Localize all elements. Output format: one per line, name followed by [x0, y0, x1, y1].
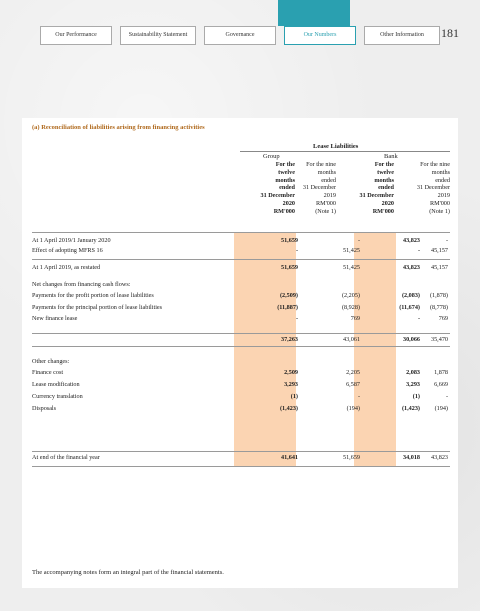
cell-group-2020: -: [295, 247, 298, 254]
cell-bank-2020: 3,293: [406, 381, 420, 388]
tab-our-performance[interactable]: Our Performance: [40, 26, 112, 45]
table-row: [32, 314, 450, 324]
cell-bank-2019: (8,778): [429, 304, 448, 311]
cell-group-2019: (194): [346, 405, 360, 412]
col-header-group-2020: For the twelve months ended 31 December 2020 RM'000: [260, 161, 295, 215]
cell-group-2019: 51,425: [342, 264, 360, 271]
cell-group-2020: (2,509): [279, 292, 298, 299]
table-row: [32, 303, 450, 313]
cell-bank-2020: 43,823: [402, 237, 420, 244]
row-label: Disposals: [32, 405, 57, 412]
table-row: [32, 236, 450, 246]
cell-bank-2019: -: [445, 393, 448, 400]
active-tab-flag: [278, 0, 350, 26]
cell-group-2019: -: [357, 237, 360, 244]
row-label: At 1 April 2019, as restated: [32, 264, 101, 271]
table-bottom-rule: [32, 466, 450, 467]
header-rule: [240, 151, 450, 152]
cell-group-2019: 51,425: [342, 247, 360, 254]
col-header-bank-2020: For the twelve months ended 31 December 2020 RM'000: [359, 161, 394, 215]
cell-group-2020: 37,263: [280, 336, 298, 343]
cell-bank-2019: (194): [434, 405, 448, 412]
table-rule: [32, 333, 450, 334]
col-header-group-2019: For the nine months ended 31 December 2019 RM'000 (Note 1): [302, 161, 336, 215]
cell-bank-2019: 6,669: [434, 381, 448, 388]
cell-bank-2020: -: [417, 315, 420, 322]
cell-bank-2020: (2,083): [401, 292, 420, 299]
row-label: Payments for the principal portion of lease liabilities: [32, 304, 163, 311]
cell-bank-2020: 2,083: [406, 369, 420, 376]
cell-group-2020: 51,659: [280, 237, 298, 244]
row-label: Other changes:: [32, 358, 70, 365]
cell-group-2019: (8,928): [341, 304, 360, 311]
cell-group-2020: 2,509: [284, 369, 298, 376]
group-header: Group: [263, 153, 280, 160]
row-label: Finance cost: [32, 369, 64, 376]
cell-group-2019: 6,587: [346, 381, 360, 388]
cell-bank-2019: 35,470: [430, 336, 448, 343]
row-label: Currency translation: [32, 393, 83, 400]
cell-group-2020: (1): [290, 393, 298, 400]
table-row: [32, 404, 450, 414]
table-row-total: [32, 453, 450, 463]
cell-group-2019: (2,205): [341, 292, 360, 299]
cell-bank-2019: 1,878: [434, 369, 448, 376]
row-label: Net changes from financing cash flows:: [32, 281, 131, 288]
cell-bank-2020: (11,674): [399, 304, 420, 311]
cell-group-2019: 43,061: [342, 336, 360, 343]
table-rule: [32, 451, 450, 452]
lease-liabilities-header: Lease Liabilities: [313, 143, 359, 150]
bank-header: Bank: [384, 153, 398, 160]
row-label: Payments for the profit portion of lease liabilities: [32, 292, 154, 299]
section-title: (a) Reconciliation of liabilities arising from financing activities: [32, 124, 205, 131]
cell-bank-2019: -: [445, 237, 448, 244]
table-row: [32, 291, 450, 301]
footnote: The accompanying notes form an integral part of the financial statements.: [32, 569, 224, 576]
cell-bank-2019: 45,157: [430, 264, 448, 271]
cell-bank-2020: (1,423): [401, 405, 420, 412]
tab-sustainability-statement[interactable]: Sustainability Statement: [120, 26, 196, 45]
cell-group-2020: 41,641: [280, 454, 298, 461]
table-row: [32, 368, 450, 378]
top-navigation: [40, 26, 448, 44]
cell-group-2019: 51,659: [342, 454, 360, 461]
table-row: [32, 392, 450, 402]
table-top-rule: [32, 232, 450, 233]
cell-group-2020: -: [295, 315, 298, 322]
table-row: [32, 357, 450, 367]
table-rule: [32, 346, 450, 347]
row-label: New finance lease: [32, 315, 78, 322]
row-label: Effect of adopting MFRS 16: [32, 247, 103, 254]
cell-group-2020: 51,659: [280, 264, 298, 271]
page-number: 181: [441, 26, 459, 40]
row-label: Lease modification: [32, 381, 80, 388]
cell-bank-2020: 43,823: [402, 264, 420, 271]
table-row: [32, 263, 450, 273]
tab-our-numbers[interactable]: Our Numbers: [284, 26, 356, 45]
cell-bank-2020: 30,066: [402, 336, 420, 343]
cell-group-2020: 3,293: [284, 381, 298, 388]
row-label: At end of the financial year: [32, 454, 100, 461]
cell-bank-2019: 769: [438, 315, 448, 322]
cell-bank-2019: (1,878): [429, 292, 448, 299]
cell-group-2020: (1,423): [279, 405, 298, 412]
table-row: [32, 246, 450, 256]
cell-bank-2020: -: [417, 247, 420, 254]
cell-bank-2020: 34,018: [402, 454, 420, 461]
cell-group-2019: 769: [350, 315, 360, 322]
cell-group-2019: -: [357, 393, 360, 400]
table-row: [32, 380, 450, 390]
row-label: At 1 April 2019/1 January 2020: [32, 237, 111, 244]
table-rule: [32, 259, 450, 260]
cell-group-2020: (11,887): [277, 304, 298, 311]
cell-bank-2019: 43,823: [430, 454, 448, 461]
tab-other-information[interactable]: Other Information: [364, 26, 440, 45]
table-row-subtotal: [32, 335, 450, 345]
cell-bank-2019: 45,157: [430, 247, 448, 254]
cell-bank-2020: (1): [412, 393, 420, 400]
tab-governance[interactable]: Governance: [204, 26, 276, 45]
cell-group-2019: 2,205: [346, 369, 360, 376]
col-header-bank-2019: For the nine months ended 31 December 2019 RM'000 (Note 1): [416, 161, 450, 215]
table-row: [32, 280, 450, 290]
